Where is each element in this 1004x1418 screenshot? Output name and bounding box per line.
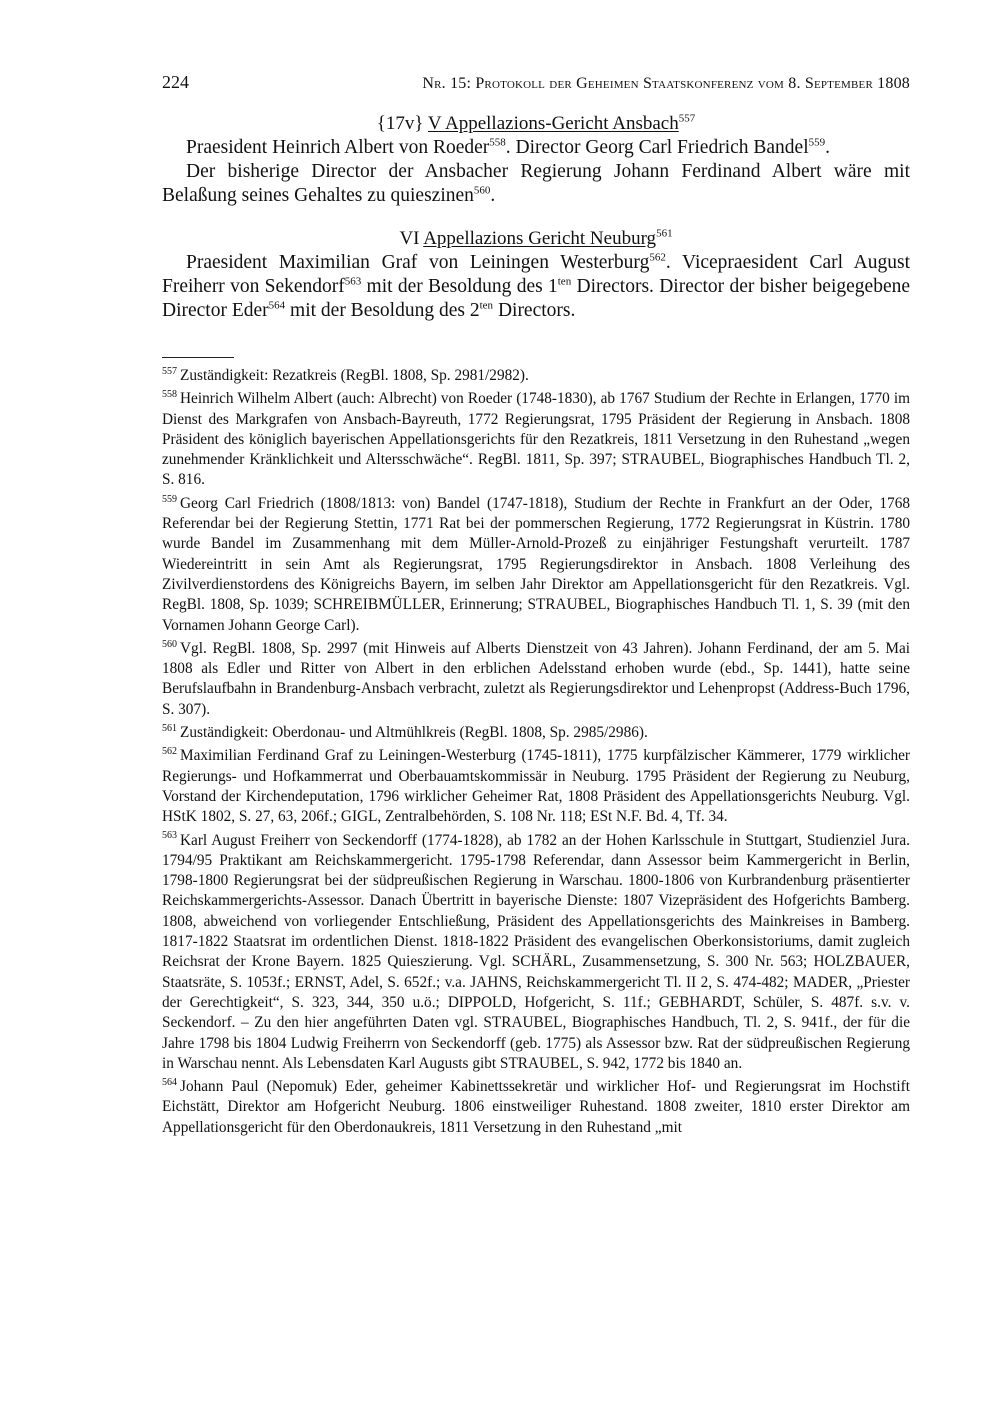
- section-title: V Appellazions-Gericht Ansbach: [427, 113, 679, 134]
- footnote: $^{561}$ Zuständigkeit: Oberdonau- und Altmühlkreis (RegBl. 1808, Sp. 2985/2986).: [162, 722, 648, 742]
- footnote-ref[interactable]: 558: [489, 136, 506, 149]
- section-heading-ansbach: [162, 112, 910, 136]
- footnote-ref[interactable]: 561: [656, 227, 673, 240]
- footnote: $^{564}$ Johann Paul (Nepomuk) Eder, geheimer Kabinettssekretär und wirklicher Hof- und Regierungsrat im Hochstift Eichstätt, Direktor am Hofgericht Neuburg. 1806 einstweiliger Ruhestand. 1808 zweiter, 1810 erster Direktor am Appellationsgericht für den Oberdonaukreis, 1811 Versetzung in den Ruhestand „mit: [162, 1077, 910, 1136]
- footnote-ref[interactable]: 560: [473, 184, 491, 197]
- folio-mark: {17v}: [376, 113, 428, 134]
- paragraph-ansbach-officers: Praesident Heinrich Albert von Roeder$^{558}$. Director Georg Carl Friedrich Bandel$^{559}$.: [186, 136, 831, 158]
- footnotes: [162, 366, 910, 1138]
- section-title: Appellazions Gericht Neuburg: [423, 228, 657, 249]
- footnote-ref[interactable]: 562: [649, 251, 666, 264]
- footnote-ref[interactable]: 559: [808, 136, 826, 149]
- footnote-ref[interactable]: 557: [678, 112, 696, 125]
- footnote: $^{558}$ Heinrich Wilhelm Albert (auch: Albrecht) von Roeder (1748-1830), ab 1767 Studium der Rechte in Erlangen, 1770 im Dienst des Markgrafen von Ansbach-Bayreuth, 1772 Regierungsrat, 1795 Präsident der Regierung in Ansbach. 1808 Präsident des königlich bayerischen Appellationsgerichts für den Rezatkreis, 1811 Versetzung in den Ruhestand „wegen zunehmender Kränklichkeit und Altersschwäche“. RegBl. 1811, Sp. 397; STRAUBEL, Biographisches Handbuch Tl. 2, S. 816.: [162, 389, 910, 489]
- running-title: Nr. 15: Protokoll der Geheimen Staatskonferenz vom 8. September 1808: [422, 75, 910, 92]
- page-number: 224: [162, 72, 189, 92]
- footnote: $^{559}$ Georg Carl Friedrich (1808/1813: von) Bandel (1747-1818), Studium der Rechte in Frankfurt an der Oder, 1768 Referendar bei der Regierung Stettin, 1771 Rat bei der pommerschen Regierung, 1772 Regierungsrat in Küstrin. 1780 wurde Bandel im Zusammenhang mit dem Müller-Arnold-Prozeß zu einjähriger Festungshaft verurteilt. 1787 Wiedereintritt in sein Amt als Regierungsrat, 1795 Regierungsdirektor in Ansbach. 1808 Verleihung des Zivilverdienstordens des Königreichs Bayern, im selben Jahr Direktor am Appellationsgericht für den Rezatkreis. Vgl. RegBl. 1808, Sp. 1039; SCHREIBMÜLLER, Erinnerung; STRAUBEL, Biographisches Handbuch Tl. 1, S. 39 (mit den Vornamen Johann George Carl).: [162, 493, 910, 634]
- ordinal-suffix: ten: [557, 275, 572, 288]
- footnote-divider: [162, 357, 234, 358]
- footnote: $^{560}$ Vgl. RegBl. 1808, Sp. 2997 (mit Hinweis auf Alberts Dienstzeit von 43 Jahren). Johann Ferdinand, der am 5. Mai 1808 als Edler und Ritter von Albert in den erblichen Adelsstand erhoben wurde (ebd., Sp. 1441), hatte seine Berufslaufbahn in Brandenburg-Ansbach verbracht, zuletzt als Regierungsdirektor und Lehenpropst (Address-Buch 1796, S. 307).: [162, 638, 910, 718]
- footnote: $^{557}$ Zuständigkeit: Rezatkreis (RegBl. 1808, Sp. 2981/2982).: [162, 365, 529, 384]
- section-heading-neuburg: [162, 227, 910, 251]
- running-header: [162, 72, 910, 100]
- footnote-ref[interactable]: 564: [268, 299, 286, 312]
- document-page: [162, 72, 910, 1141]
- footnote: $^{563}$ Karl August Freiherr von Seckendorff (1774-1828), ab 1782 an der Hohen Karlsschule in Stuttgart, Studienziel Jura. 1794/95 Praktikant am Reichskammergericht. 1795-1798 Referendar, dann Assessor beim Kammergericht in Berlin, 1798-1800 Regierungsrat bei der südpreußischen Regierung in Warschau. 1800-1806 von Kurbrandenburg präsentierter Reichskammergerichts-Assessor. Danach Übertritt in bayerische Dienste: 1807 Vizepräsident des Hofgerichts Bamberg. 1808, abweichend von vorliegender Entschließung, Präsident des Appellationsgerichts des Mainkreises in Bamberg. 1817-1822 Staatsrat im ordentlichen Dienst. 1818-1822 Präsident des evangelischen Oberkonsistoriums, damit zugleich Reichsrat der Krone Bayern. 1825 Quieszierung. Vgl. SCHÄRL, Zusammensetzung, S. 300 Nr. 563; HOLZBAUER, Staatsräte, S. 1053f.; ERNST, Adel, S. 652f.; v.a. JAHNS, Reichskammergericht Tl. II 2, S. 474-482; MADER, „Priester der Gerechtigkeit“, S. 323, 344, 350 u.ö.; DIPPOLD, Hofgericht, S. 11f.; GEBHARDT, Schüler, S. 487f. s.v. v. Seckendorf. – Zu den hier angeführten Daten vgl. STRAUBEL, Biographisches Handbuch, Tl. 2, S. 941f., der für die Jahre 1798 bis 1804 Ludwig Freiherrn von Seckendorff (geb. 1775) als Assessor bzw. Rat der südpreußischen Regierung in Warschau nennt. Als Lebensdaten Karl Augusts gibt STRAUBEL, S. 942, 1772 bis 1840 an.: [162, 830, 910, 1072]
- footnote: $^{562}$ Maximilian Ferdinand Graf zu Leiningen-Westerburg (1745-1811), 1775 kurpfälzischer Kämmerer, 1779 wirklicher Regierungs- und Hofkammerrat und Oberbauamtskommissär in Neuburg. 1795 Präsident der Regierung zu Neuburg, Vorstand der Kirchendeputation, 1796 wirklicher Geheimer Rat, 1808 Präsident des Appellationsgerichts Neuburg. Vgl. HStK 1802, S. 27, 63, 206f.; GIGL, Zentralbehörden, S. 108 Nr. 118; ESt N.F. Bd. 4, Tf. 34.: [162, 746, 910, 826]
- section-number: VI: [399, 228, 424, 249]
- ordinal-suffix: ten: [479, 299, 494, 312]
- footnote-ref[interactable]: 563: [344, 275, 362, 288]
- paragraph-neuburg-officers: Praesident Maximilian Graf von Leiningen Westerburg$^{562}$. Vicepraesident Carl August Freiherr von Sekendorf$^{563}$ mit der Besoldung des $1^{ten}$ Directors. Director der bisher beigegebene Director Eder$^{564}$ mit der Besoldung des $2^{ten}$ Directors.: [162, 251, 910, 321]
- paragraph-ansbach-director: Der bisherige Director der Ansbacher Regierung Johann Ferdinand Albert wäre mit Belaßung seines Gehaltes zu quieszinen$^{560}$.: [162, 161, 910, 206]
